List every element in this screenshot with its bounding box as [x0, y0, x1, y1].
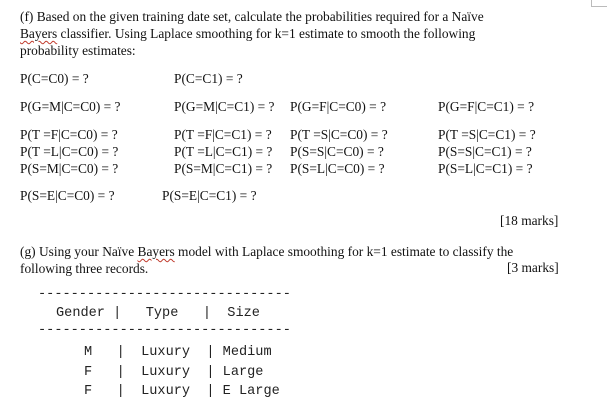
part-g-line-1-pre: (g) Using your Naïve — [20, 244, 138, 259]
part-f-line-2-rest: classifier. Using Laplace smoothing for k=1 estimate to smooth the following — [57, 26, 476, 41]
prob-estimate: P(S=E|C=C0) = ? — [20, 188, 115, 203]
table-rule-header: ------------------------------- — [38, 323, 291, 338]
part-f-line-3: probability estimates: — [20, 43, 136, 58]
prob-estimate: P(S=S|C=C1) = ? — [438, 144, 532, 159]
prob-estimate: P(S=S|C=C0) = ? — [290, 144, 384, 159]
table-row: F | Luxury | E Large — [84, 384, 280, 399]
prob-estimate: P(C=C1) = ? — [174, 71, 243, 86]
part-g-line-1 — [20, 243, 513, 260]
prob-estimate: P(C=C0) = ? — [20, 71, 89, 86]
prob-estimate: P(G=F|C=C1) = ? — [438, 99, 535, 114]
prob-estimate: P(S=M|C=C1) = ? — [174, 161, 273, 176]
misspelled-word: Bayers — [20, 26, 58, 41]
table-rule-top: ------------------------------- — [38, 287, 291, 302]
part-f-line-1: (f) Based on the given training date set, calculate the probabilities required for a Naïve — [20, 9, 484, 24]
table-row: F | Luxury | Large — [84, 365, 264, 380]
prob-estimate: P(G=F|C=C0) = ? — [290, 99, 387, 114]
prob-estimate: P(T =F|C=C1) = ? — [174, 127, 272, 142]
page-corner-mark — [591, 6, 607, 7]
misspelled-word: Bayers — [137, 244, 175, 259]
prob-estimate: P(T =L|C=C0) = ? — [20, 144, 119, 159]
prob-estimate: P(T =S|C=C0) = ? — [290, 127, 388, 142]
prob-estimate: P(G=M|C=C0) = ? — [20, 99, 121, 114]
prob-estimate: P(S=L|C=C0) = ? — [290, 161, 385, 176]
part-g-line-1-post: model with Laplace smoothing for k=1 estimate to classify the — [174, 244, 514, 259]
prob-estimate: P(S=L|C=C1) = ? — [438, 161, 533, 176]
prob-estimate: P(T =F|C=C0) = ? — [20, 127, 118, 142]
prob-estimate: P(S=E|C=C1) = ? — [162, 188, 257, 203]
part-g-marks: [3 marks] — [507, 260, 559, 275]
prob-estimate: P(G=M|C=C1) = ? — [174, 99, 275, 114]
prob-estimate: P(T =S|C=C1) = ? — [438, 127, 536, 142]
table-header: Gender | Type | Size — [56, 306, 260, 321]
part-g-line-2: following three records. — [20, 261, 149, 276]
prob-estimate: P(S=M|C=C0) = ? — [20, 161, 119, 176]
part-f-line-2 — [20, 25, 475, 42]
part-f-marks: [18 marks] — [500, 213, 559, 228]
prob-estimate: P(T =L|C=C1) = ? — [174, 144, 273, 159]
table-row: M | Luxury | Medium — [84, 345, 272, 360]
